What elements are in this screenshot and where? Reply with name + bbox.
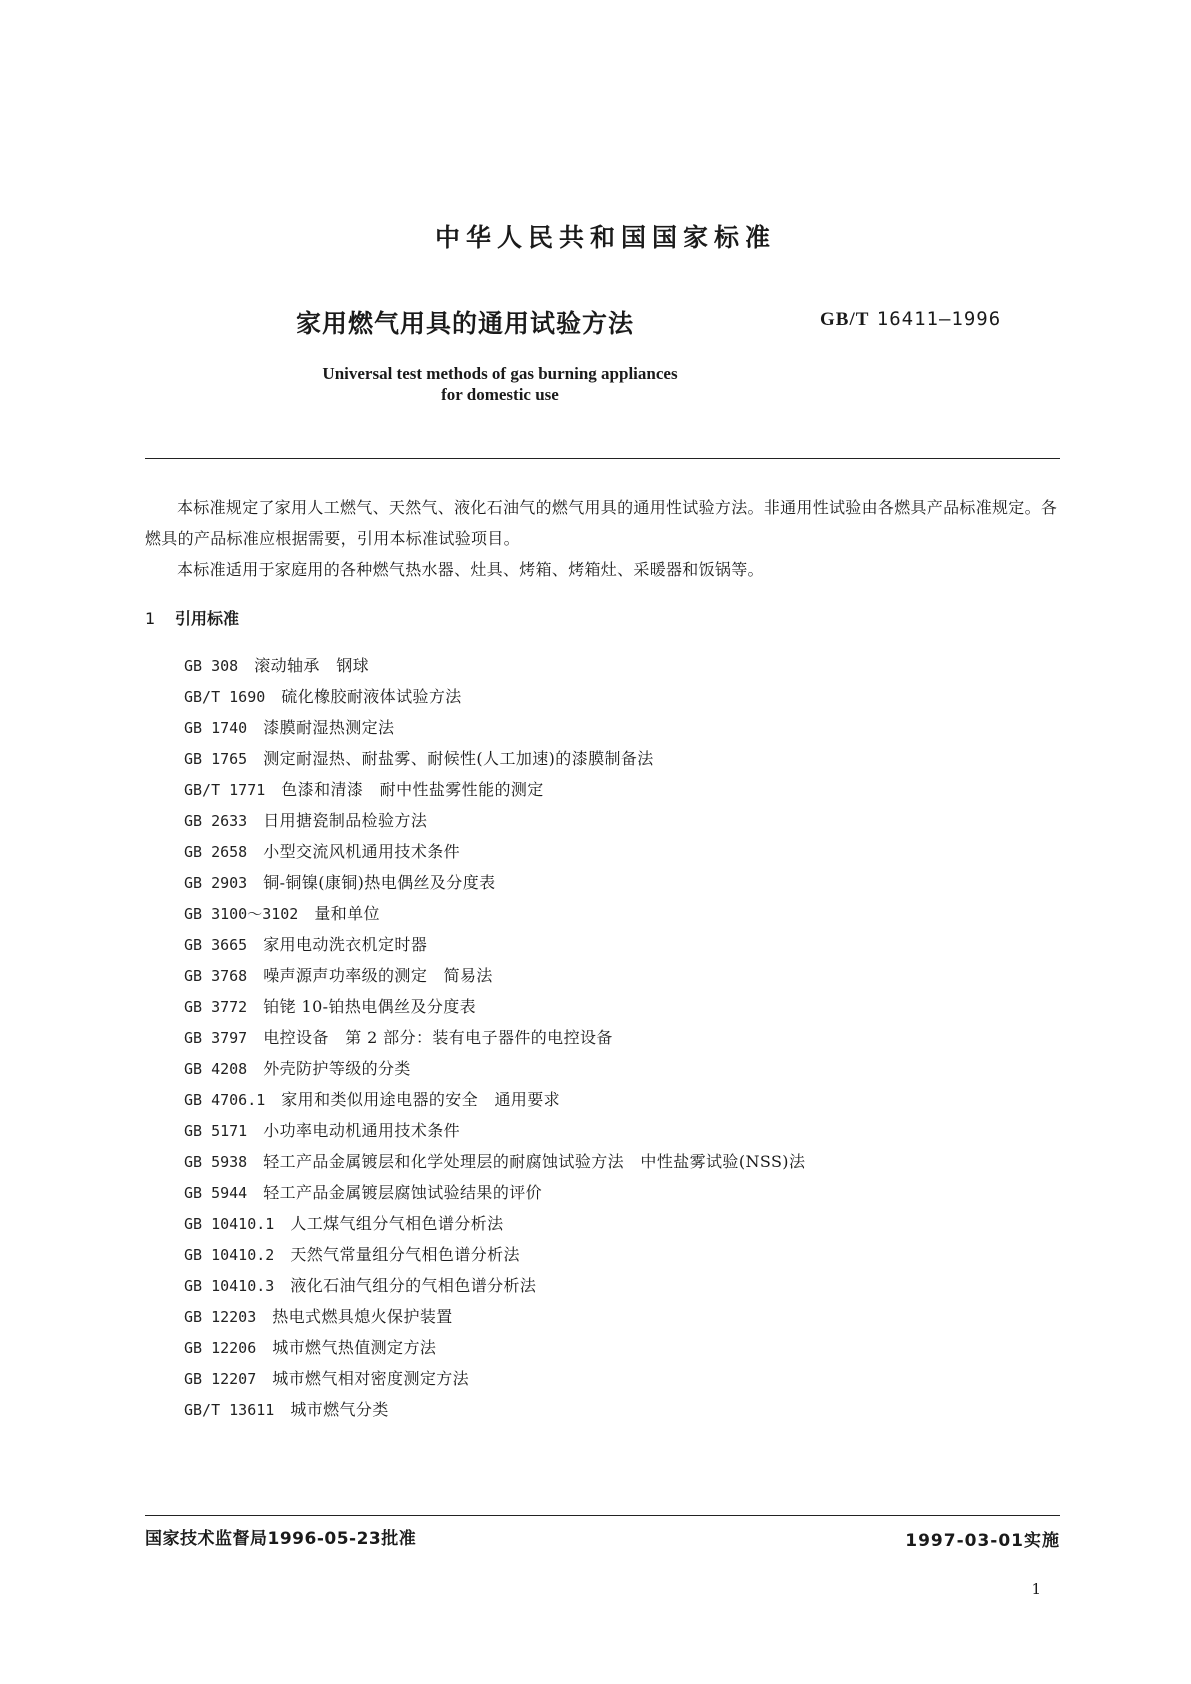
reference-title: 城市燃气相对密度测定方法: [272, 1369, 470, 1388]
reference-title: 色漆和清漆 耐中性盐雾性能的测定: [281, 780, 544, 799]
section-title: 引用标准: [175, 609, 240, 628]
reference-title: 城市燃气分类: [290, 1400, 389, 1419]
reference-title: 人工煤气组分气相色谱分析法: [290, 1214, 504, 1233]
document-title-cn: 家用燃气用具的通用试验方法: [296, 309, 635, 338]
intro-paragraph-1: 本标准规定了家用人工燃气、天然气、液化石油气的燃气用具的通用性试验方法。非通用性试验由各燃具产品标准规定。各燃具的产品标准应根据需要，引用本标准试验项目。: [145, 498, 1058, 548]
reference-item: [184, 867, 805, 898]
reference-title: 天然气常量组分气相色谱分析法: [290, 1245, 520, 1264]
reference-title: 电控设备 第 2 部分：装有电子器件的电控设备: [263, 1028, 613, 1047]
reference-title: 外壳防护等级的分类: [263, 1059, 411, 1078]
reference-item: [184, 774, 805, 805]
reference-title: 铂铑 10-铂热电偶丝及分度表: [263, 997, 477, 1016]
section-heading: [145, 606, 239, 629]
reference-title: 轻工产品金属镀层腐蚀试验结果的评价: [263, 1183, 543, 1202]
reference-code: GB 3665: [184, 936, 248, 954]
reference-item: [184, 960, 805, 991]
reference-code: GB 12206: [184, 1339, 257, 1357]
approval-statement: 国家技术监督局1996-05-23批准: [145, 1529, 417, 1549]
reference-code: GB 2633: [184, 812, 248, 830]
reference-title: 硫化橡胶耐液体试验方法: [281, 687, 462, 706]
reference-item: [184, 929, 805, 960]
reference-title: 测定耐湿热、耐盐雾、耐候性(人工加速)的漆膜制备法: [263, 749, 654, 768]
reference-title: 滚动轴承 钢球: [254, 656, 369, 675]
reference-item: [184, 1177, 805, 1208]
reference-title: 噪声源声功率级的测定 简易法: [263, 966, 493, 985]
reference-item: [184, 650, 805, 681]
reference-item: [184, 1332, 805, 1363]
reference-code: GB/T 1771: [184, 781, 266, 799]
reference-title: 小功率电动机通用技术条件: [263, 1121, 461, 1140]
standard-code-prefix: GB/T: [820, 309, 870, 330]
reference-item: [184, 1394, 805, 1425]
reference-code: GB 3797: [184, 1029, 248, 1047]
reference-item: [184, 805, 805, 836]
effective-date: 1997-03-01实施: [905, 1531, 1060, 1551]
reference-title: 量和单位: [314, 904, 380, 923]
reference-title: 铜-铜镍(康铜)热电偶丝及分度表: [263, 873, 496, 892]
reference-item: [184, 1363, 805, 1394]
intro-paragraph-2: 本标准适用于家庭用的各种燃气热水器、灶具、烤箱、烤箱灶、采暖器和饭锅等。: [177, 560, 764, 579]
standard-code: [820, 306, 1001, 331]
footer-divider: [145, 1515, 1060, 1516]
reference-item: [184, 1208, 805, 1239]
reference-item: [184, 1301, 805, 1332]
reference-item: [184, 1270, 805, 1301]
reference-item: [184, 1084, 805, 1115]
reference-item: [184, 898, 805, 929]
reference-item: [184, 712, 805, 743]
reference-code: GB 10410.3: [184, 1277, 275, 1295]
reference-title: 漆膜耐湿热测定法: [263, 718, 395, 737]
reference-item: [184, 836, 805, 867]
reference-code: GB 3772: [184, 998, 248, 1016]
reference-code: GB 5171: [184, 1122, 248, 1140]
reference-title: 日用搪瓷制品检验方法: [263, 811, 428, 830]
reference-item: [184, 1239, 805, 1270]
reference-item: [184, 1146, 805, 1177]
reference-item: [184, 1053, 805, 1084]
reference-item: [184, 681, 805, 712]
reference-code: GB 10410.1: [184, 1215, 275, 1233]
reference-title: 小型交流风机通用技术条件: [263, 842, 461, 861]
reference-code: GB 308: [184, 657, 239, 675]
reference-title: 家用和类似用途电器的安全 通用要求: [281, 1090, 561, 1109]
reference-code: GB 4208: [184, 1060, 248, 1078]
document-title-en-line2: for domestic use: [441, 385, 559, 404]
standard-code-number: 16411—1996: [876, 308, 1002, 330]
reference-code: GB 2903: [184, 874, 248, 892]
header-divider: [145, 458, 1060, 459]
national-standard-heading: 中华人民共和国国家标准: [434, 223, 776, 252]
reference-title: 液化石油气组分的气相色谱分析法: [290, 1276, 537, 1295]
reference-item: [184, 1022, 805, 1053]
reference-code: GB 3768: [184, 967, 248, 985]
reference-item: [184, 1115, 805, 1146]
reference-item: [184, 743, 805, 774]
document-title-en-line1: Universal test methods of gas burning appliances: [322, 364, 678, 383]
section-number: 1: [145, 609, 156, 628]
reference-code: GB 1765: [184, 750, 248, 768]
reference-code: GB 1740: [184, 719, 248, 737]
reference-code: GB 4706.1: [184, 1091, 266, 1109]
reference-code: GB 2658: [184, 843, 248, 861]
reference-item: [184, 991, 805, 1022]
reference-title: 城市燃气热值测定方法: [272, 1338, 437, 1357]
reference-code: GB 5944: [184, 1184, 248, 1202]
reference-title: 家用电动洗衣机定时器: [263, 935, 428, 954]
reference-code: GB 10410.2: [184, 1246, 275, 1264]
document-title-en: [270, 363, 730, 405]
reference-code: GB/T 13611: [184, 1401, 275, 1419]
reference-title: 热电式燃具熄火保护装置: [272, 1307, 453, 1326]
reference-title: 轻工产品金属镀层和化学处理层的耐腐蚀试验方法 中性盐雾试验(NSS)法: [263, 1152, 806, 1171]
reference-list: [184, 650, 805, 1425]
page-number: 1: [1031, 1580, 1041, 1598]
reference-code: GB 12203: [184, 1308, 257, 1326]
reference-code: GB/T 1690: [184, 688, 266, 706]
reference-code: GB 5938: [184, 1153, 248, 1171]
reference-code: GB 12207: [184, 1370, 257, 1388]
reference-code: GB 3100～3102: [184, 905, 299, 923]
